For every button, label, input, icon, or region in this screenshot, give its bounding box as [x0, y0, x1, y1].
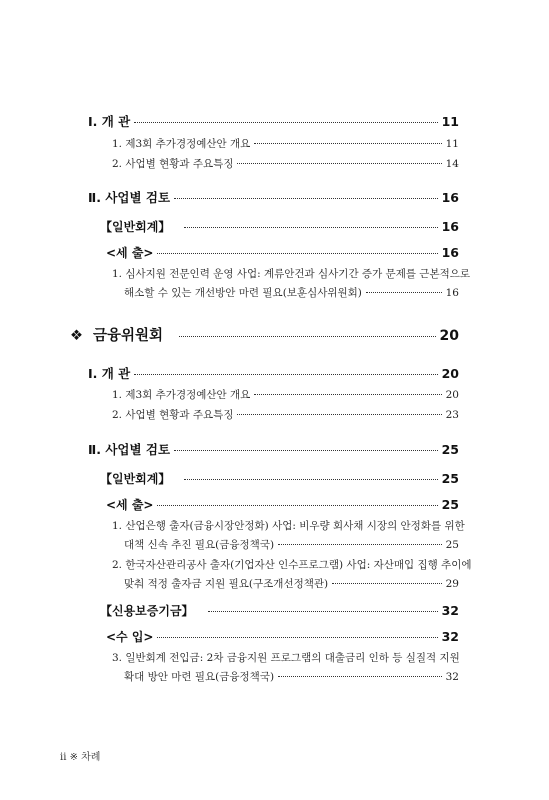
toc-page: 11: [441, 114, 459, 129]
toc-label: <세 출>: [106, 246, 154, 260]
toc-entry-project-status[interactable]: [112, 156, 459, 171]
toc-label: 확대 방안 마련 필요(금융정책국): [124, 671, 275, 683]
toc-page: 16: [441, 245, 459, 260]
toc-label: 해소할 수 있는 개선방안 마련 필요(보훈심사위원회): [124, 287, 362, 299]
toc-page: 25: [445, 539, 459, 551]
dot-leader: [208, 611, 438, 612]
toc-page: 32: [445, 671, 459, 683]
toc-entry-kdb-investment[interactable]: [124, 537, 459, 552]
toc-entry-general-account[interactable]: [100, 218, 459, 235]
toc-entry-line[interactable]: 1. 심사지원 전문인력 운영 사업: 계류안건과 심사기간 증가 문제를 근본적으로: [112, 268, 471, 280]
toc-entry-budget-overview[interactable]: [112, 387, 459, 402]
toc-page: 29: [445, 578, 459, 590]
toc-entry-overview[interactable]: [88, 112, 459, 130]
dot-leader: [278, 544, 442, 545]
dot-leader: [254, 394, 441, 395]
toc-label: Ⅱ. 사업별 검토: [88, 190, 171, 205]
toc-label: 2. 사업별 현황과 주요특징: [112, 409, 234, 421]
toc-label: 맞춰 적정 출자금 지원 필요(구조개선정책관): [124, 578, 329, 590]
toc-entry-general-account[interactable]: [100, 470, 459, 487]
dot-leader: [332, 583, 442, 584]
toc-page: 20: [439, 328, 459, 344]
toc-entry-line[interactable]: 2. 한국자산관리공사 출자(기업자산 인수프로그램) 사업: 자산매입 집행 추이에: [112, 559, 472, 571]
toc-entry-project-status[interactable]: [112, 407, 459, 422]
toc-entry-credit-guarantee-fund[interactable]: [100, 602, 459, 619]
toc-label: Ⅰ. 개 관: [88, 114, 131, 129]
dot-leader: [174, 450, 438, 451]
toc-page: 11: [445, 138, 459, 150]
toc-label: Ⅰ. 개 관: [88, 366, 131, 381]
dot-leader: [134, 374, 437, 375]
toc-section-title: 금융위원회: [93, 328, 164, 344]
toc-entry-review[interactable]: [88, 188, 459, 206]
dot-leader: [134, 122, 437, 123]
toc-entry-review-support[interactable]: [124, 285, 459, 300]
toc-page: 20: [441, 366, 459, 381]
toc-page: 25: [441, 442, 459, 457]
toc-label: 1. 제3회 추가경정예산안 개요: [112, 138, 251, 150]
toc-page: 32: [441, 629, 459, 644]
toc-entry-general-transfer[interactable]: [124, 669, 459, 684]
toc-label: 【일반회계】: [100, 220, 171, 234]
toc-page: 25: [441, 497, 459, 512]
toc-page: 20: [445, 389, 459, 401]
dot-leader: [237, 163, 441, 164]
toc-label: 1. 제3회 추가경정예산안 개요: [112, 389, 251, 401]
toc-page: 16: [441, 190, 459, 205]
toc-label: 2. 사업별 현황과 주요특징: [112, 158, 234, 170]
toc-label: 대책 신속 추진 필요(금융정책국): [124, 539, 275, 551]
dot-leader: [366, 292, 442, 293]
toc-entry-line[interactable]: 1. 산업은행 출자(금융시장안정화) 사업: 비우량 회사채 시장의 안정화를 위한: [112, 520, 465, 532]
toc-page: 16: [445, 287, 459, 299]
toc-page: 14: [445, 158, 459, 170]
dot-leader: [179, 336, 435, 337]
dot-leader: [174, 198, 438, 199]
toc-page: 25: [441, 471, 459, 486]
dot-leader: [157, 253, 437, 254]
dot-leader: [184, 479, 437, 480]
toc-page: 16: [441, 219, 459, 234]
toc-label: 【신용보증기금】: [100, 604, 194, 618]
page-footer: ii ※ 차례: [60, 752, 101, 763]
dot-leader: [254, 143, 441, 144]
toc-label: <수 입>: [106, 630, 154, 644]
toc-entry-expenditure[interactable]: [106, 244, 459, 261]
dot-leader: [237, 414, 441, 415]
toc-entry-overview[interactable]: [88, 364, 459, 382]
toc-entry-expenditure[interactable]: [106, 496, 459, 513]
toc-entry-review[interactable]: [88, 440, 459, 458]
dot-leader: [157, 637, 437, 638]
toc-entry-revenue[interactable]: [106, 628, 459, 645]
toc-entry-budget-overview[interactable]: [112, 136, 459, 151]
diamond-bullet-icon: ❖: [70, 328, 83, 344]
toc-page: 32: [441, 603, 459, 618]
toc-entry-kamco-investment[interactable]: [124, 576, 459, 591]
toc-section-fsc[interactable]: [70, 324, 459, 345]
toc-label: 【일반회계】: [100, 472, 171, 486]
toc-entry-line[interactable]: 3. 일반회계 전입금: 2차 금융지원 프로그램의 대출금리 인하 등 실질적 지원: [112, 652, 460, 664]
toc-page: 23: [445, 409, 459, 421]
dot-leader: [184, 227, 437, 228]
toc-label: Ⅱ. 사업별 검토: [88, 442, 171, 457]
toc-label: <세 출>: [106, 498, 154, 512]
dot-leader: [157, 505, 437, 506]
dot-leader: [278, 676, 442, 677]
